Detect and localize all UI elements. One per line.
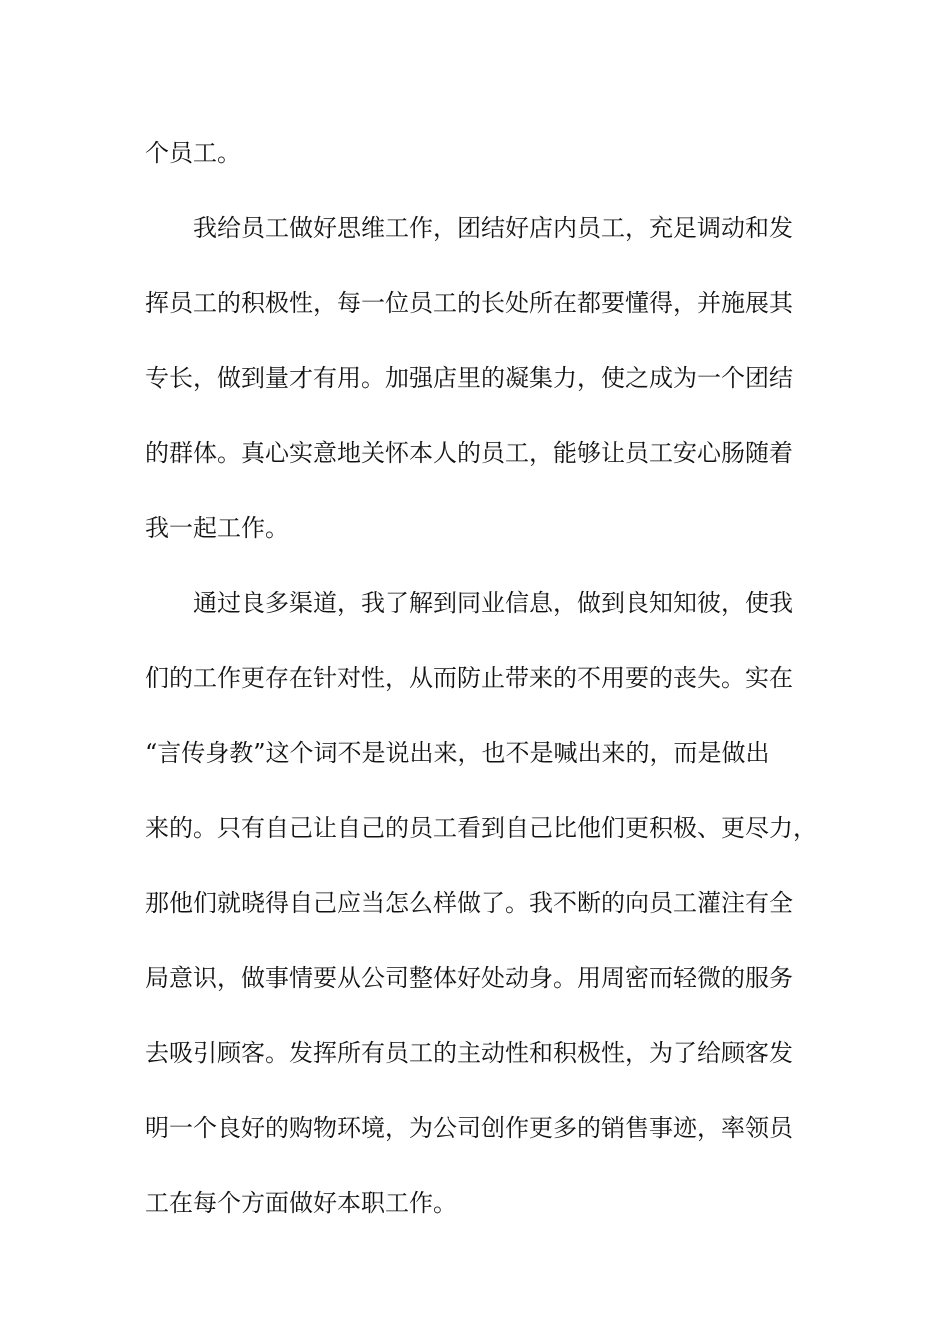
text-line: 的群体。真心实意地关怀本人的员工，能够让员工安心肠随着	[145, 439, 793, 467]
text-line: 明一个良好的购物环境，为公司创作更多的销售事迹，率领员	[145, 1114, 793, 1142]
text-line: 来的。只有自己让自己的员工看到自己比他们更积极、更尽力，	[145, 814, 817, 842]
text-line: 去吸引顾客。发挥所有员工的主动性和积极性，为了给顾客发	[145, 1039, 793, 1067]
paragraph-first-line: 通过良多渠道，我了解到同业信息，做到良知知彼，使我	[193, 589, 793, 617]
text-line: 我一起工作。	[145, 514, 289, 542]
text-line: 那他们就晓得自己应当怎么样做了。我不断的向员工灌注有全	[145, 889, 793, 917]
text-line: 专长，做到量才有用。加强店里的凝集力，使之成为一个团结	[145, 364, 793, 392]
paragraph-first-line: 我给员工做好思维工作，团结好店内员工，充足调动和发	[193, 214, 793, 242]
text-line: 工在每个方面做好本职工作。	[145, 1189, 457, 1217]
text-line: “言传身教”这个词不是说出来，也不是喊出来的，而是做出	[145, 739, 770, 767]
text-line: 个员工。	[145, 139, 241, 167]
text-line: 挥员工的积极性，每一位员工的长处所在都要懂得，并施展其	[145, 289, 793, 317]
text-line: 局意识，做事情要从公司整体好处动身。用周密而轻微的服务	[145, 964, 793, 992]
text-line: 们的工作更存在针对性，从而防止带来的不用要的丧失。实在	[145, 664, 793, 692]
